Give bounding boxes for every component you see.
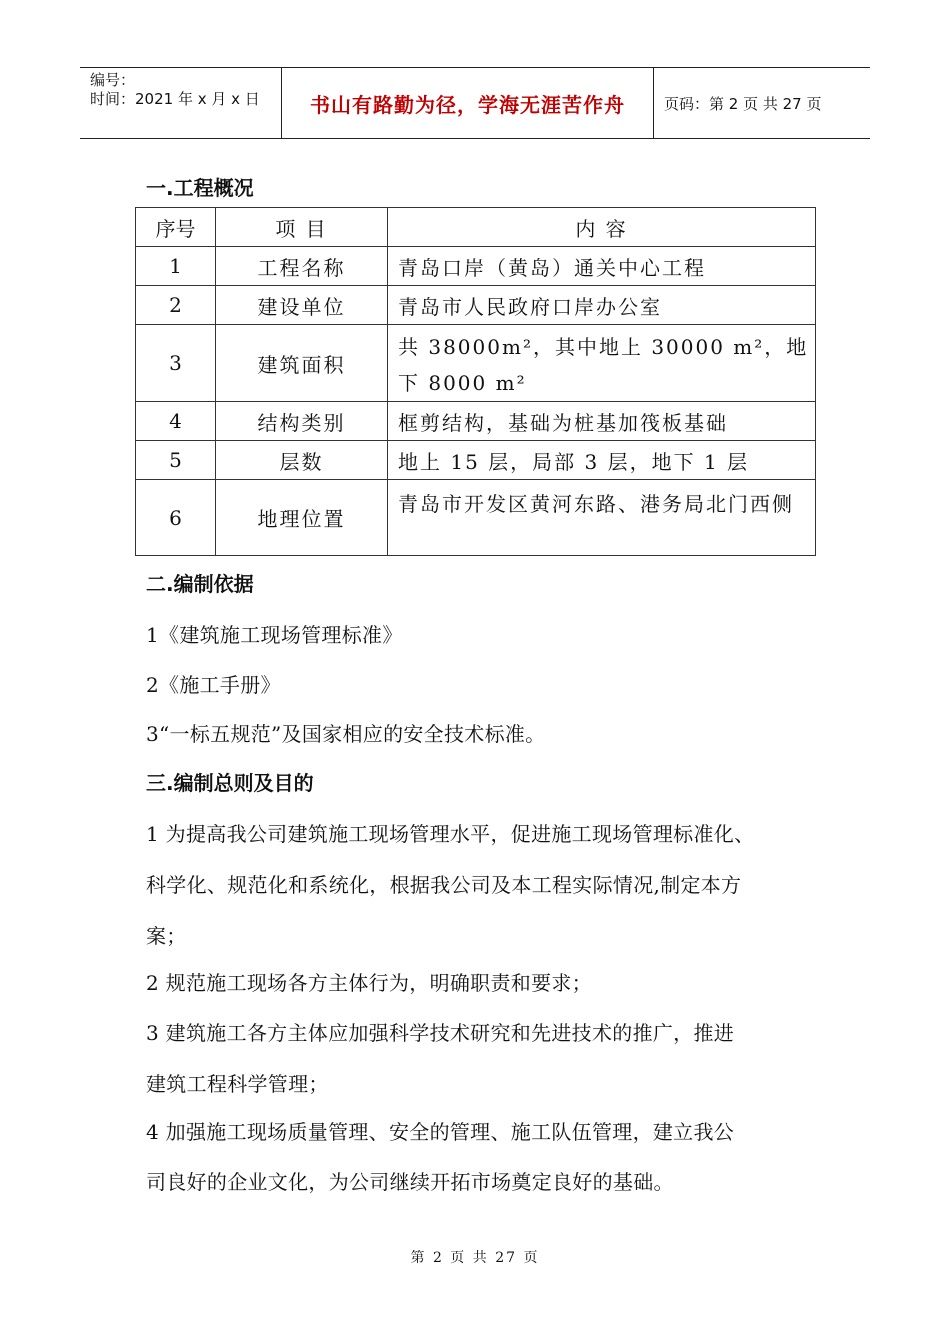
- principle-line: 建筑工程科学管理；: [146, 1072, 329, 1096]
- table-row: [136, 247, 816, 286]
- basis-item: 3“一标五规范”及国家相应的安全技术标准。: [146, 722, 546, 746]
- section-title-principles: 三.编制总则及目的: [146, 771, 314, 795]
- row-number: 5: [136, 441, 216, 480]
- principle-line: 4 加强施工现场质量管理、安全的管理、施工队伍管理，建立我公: [146, 1120, 735, 1144]
- page-header: [80, 67, 870, 139]
- basis-item: 2《施工手册》: [146, 673, 281, 697]
- section-title-overview: 一.工程概况: [146, 176, 254, 200]
- principle-line: 司良好的企业文化，为公司继续开拓市场奠定良好的基础。: [146, 1170, 674, 1194]
- principle-line: 1 为提高我公司建筑施工现场管理水平，促进施工现场管理标准化、: [146, 822, 755, 846]
- header-cell-content: 内 容: [388, 208, 816, 247]
- header-motto-cell: [282, 68, 654, 138]
- row-item: 建筑面积: [216, 325, 388, 402]
- principle-line: 2 规范施工现场各方主体行为，明确职责和要求；: [146, 971, 592, 995]
- header-meta: [80, 68, 282, 138]
- row-content: [388, 325, 816, 402]
- row-content: 青岛口岸（黄岛）通关中心工程: [388, 247, 816, 286]
- document-number-label: 编号：: [90, 71, 136, 89]
- row-item: 工程名称: [216, 247, 388, 286]
- row-number: 1: [136, 247, 216, 286]
- row-item: 建设单位: [216, 286, 388, 325]
- principle-line: 案；: [146, 924, 187, 948]
- motto-text: 书山有路勤为径，学海无涯苦作舟: [310, 92, 625, 117]
- row-content: 地上 15 层，局部 3 层，地下 1 层: [388, 441, 816, 480]
- table-row: [136, 325, 816, 402]
- principle-line: 科学化、规范化和系统化，根据我公司及本工程实际情况,制定本方: [146, 873, 742, 897]
- table-row: [136, 286, 816, 325]
- header-cell-number: 序号: [136, 208, 216, 247]
- row-content: 框剪结构，基础为桩基加筏板基础: [388, 402, 816, 441]
- page-info: 页码：第 2 页 共 27 页: [664, 94, 822, 113]
- row-content: 青岛市人民政府口岸办公室: [388, 286, 816, 325]
- table-row: [136, 480, 816, 556]
- row-number: 3: [136, 325, 216, 402]
- row-item: 地理位置: [216, 480, 388, 556]
- header-page-cell: [654, 68, 870, 138]
- document-date: 时间：2021 年 x 月 x 日: [90, 90, 260, 108]
- row-number: 2: [136, 286, 216, 325]
- section-title-basis: 二.编制依据: [146, 572, 254, 596]
- page-footer: 第 2 页 共 27 页: [410, 1250, 540, 1266]
- row-item: 层数: [216, 441, 388, 480]
- header-cell-item: 项 目: [216, 208, 388, 247]
- row-content-text: 共 38000m²，其中地上 30000 m²，地下 8000 m²: [398, 335, 809, 395]
- project-overview-table: [135, 207, 816, 556]
- row-item: 结构类别: [216, 402, 388, 441]
- table-header-row: [136, 208, 816, 247]
- row-number: 4: [136, 402, 216, 441]
- principle-line: 3 建筑施工各方主体应加强科学技术研究和先进技术的推广，推进: [146, 1021, 735, 1045]
- table-row: [136, 402, 816, 441]
- row-content: 青岛市开发区黄河东路、港务局北门西侧: [388, 480, 816, 556]
- row-number: 6: [136, 480, 216, 556]
- basis-item: 1《建筑施工现场管理标准》: [146, 623, 403, 647]
- table-row: [136, 441, 816, 480]
